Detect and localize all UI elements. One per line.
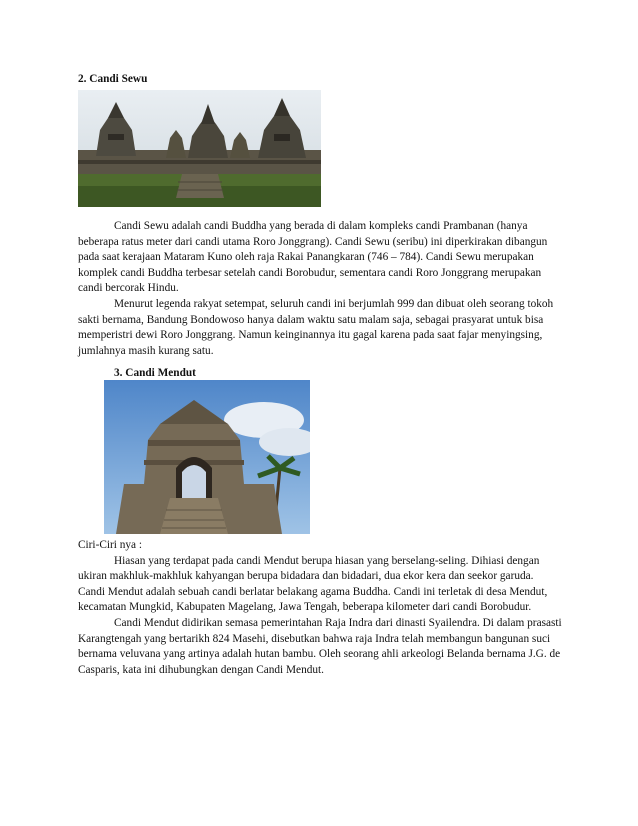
section2-text bbox=[78, 219, 562, 359]
section3-text bbox=[78, 538, 562, 678]
heading-candi-sewu: 2. Candi Sewu bbox=[78, 73, 148, 85]
paragraph: Candi Mendut didirikan semasa pemerintahan Raja Indra dari dinasti Syailendra. Di dalam prasasti Karangtengah yang bertarikh 824 Masehi, disebutkan bahwa raja Indra telah membangun bangunan suci bernama veluvana yang artinya adalah hutan bambu. Oleh seorang ahli arkeologi Belanda bernama J.G. de Casparis, kata ini dihubungkan dengan Candi Mendut. bbox=[78, 616, 562, 676]
paragraph: Menurut legenda rakyat setempat, seluruh candi ini berjumlah 999 dan dibuat oleh seorang tokoh sakti bernama, Bandung Bondowoso hanya dalam waktu satu malam saja, sebagai prasyarat untuk bisa memperistri dewi Roro Jonggrang. Namun keinginannya itu gagal karena pada saat fajar menyingsing, jumlahnya masih kurang satu. bbox=[78, 297, 554, 357]
paragraph: Candi Sewu adalah candi Buddha yang berada di dalam kompleks candi Prambanan (hanya beberapa ratus meter dari candi utama Roro Jonggrang). Candi Sewu (seribu) ini diperkirakan dibangun pada saat kerajaan Mataram Kuno oleh raja Rakai Panangkaran (746 – 784). Candi Sewu merupakan komplek candi Buddha terbesar setelah candi Borobudur, sementara candi Roro Jonggrang merupakan candi bercorak Hindu. bbox=[78, 220, 548, 295]
candi-sewu-photo bbox=[78, 90, 321, 207]
candi-mendut-photo bbox=[104, 380, 310, 534]
heading-candi-mendut: 3. Candi Mendut bbox=[114, 367, 196, 379]
features-label: Ciri-Ciri nya : bbox=[78, 539, 143, 551]
paragraph: Hiasan yang terdapat pada candi Mendut berupa hiasan yang berselang-seling. Dihiasi dengan ukiran makhluk-makhluk kahyangan berupa bidadara dan bidadari, dua ekor kera dan seekor garuda. Candi Mendut adalah sebuah candi berlatar belakang agama Buddha. Candi ini terletak di desa Mendut, kecamatan Mungkid, Kabupaten Magelang, Jawa Tengah, beberapa kilometer dari candi Borobudur. bbox=[78, 554, 548, 614]
